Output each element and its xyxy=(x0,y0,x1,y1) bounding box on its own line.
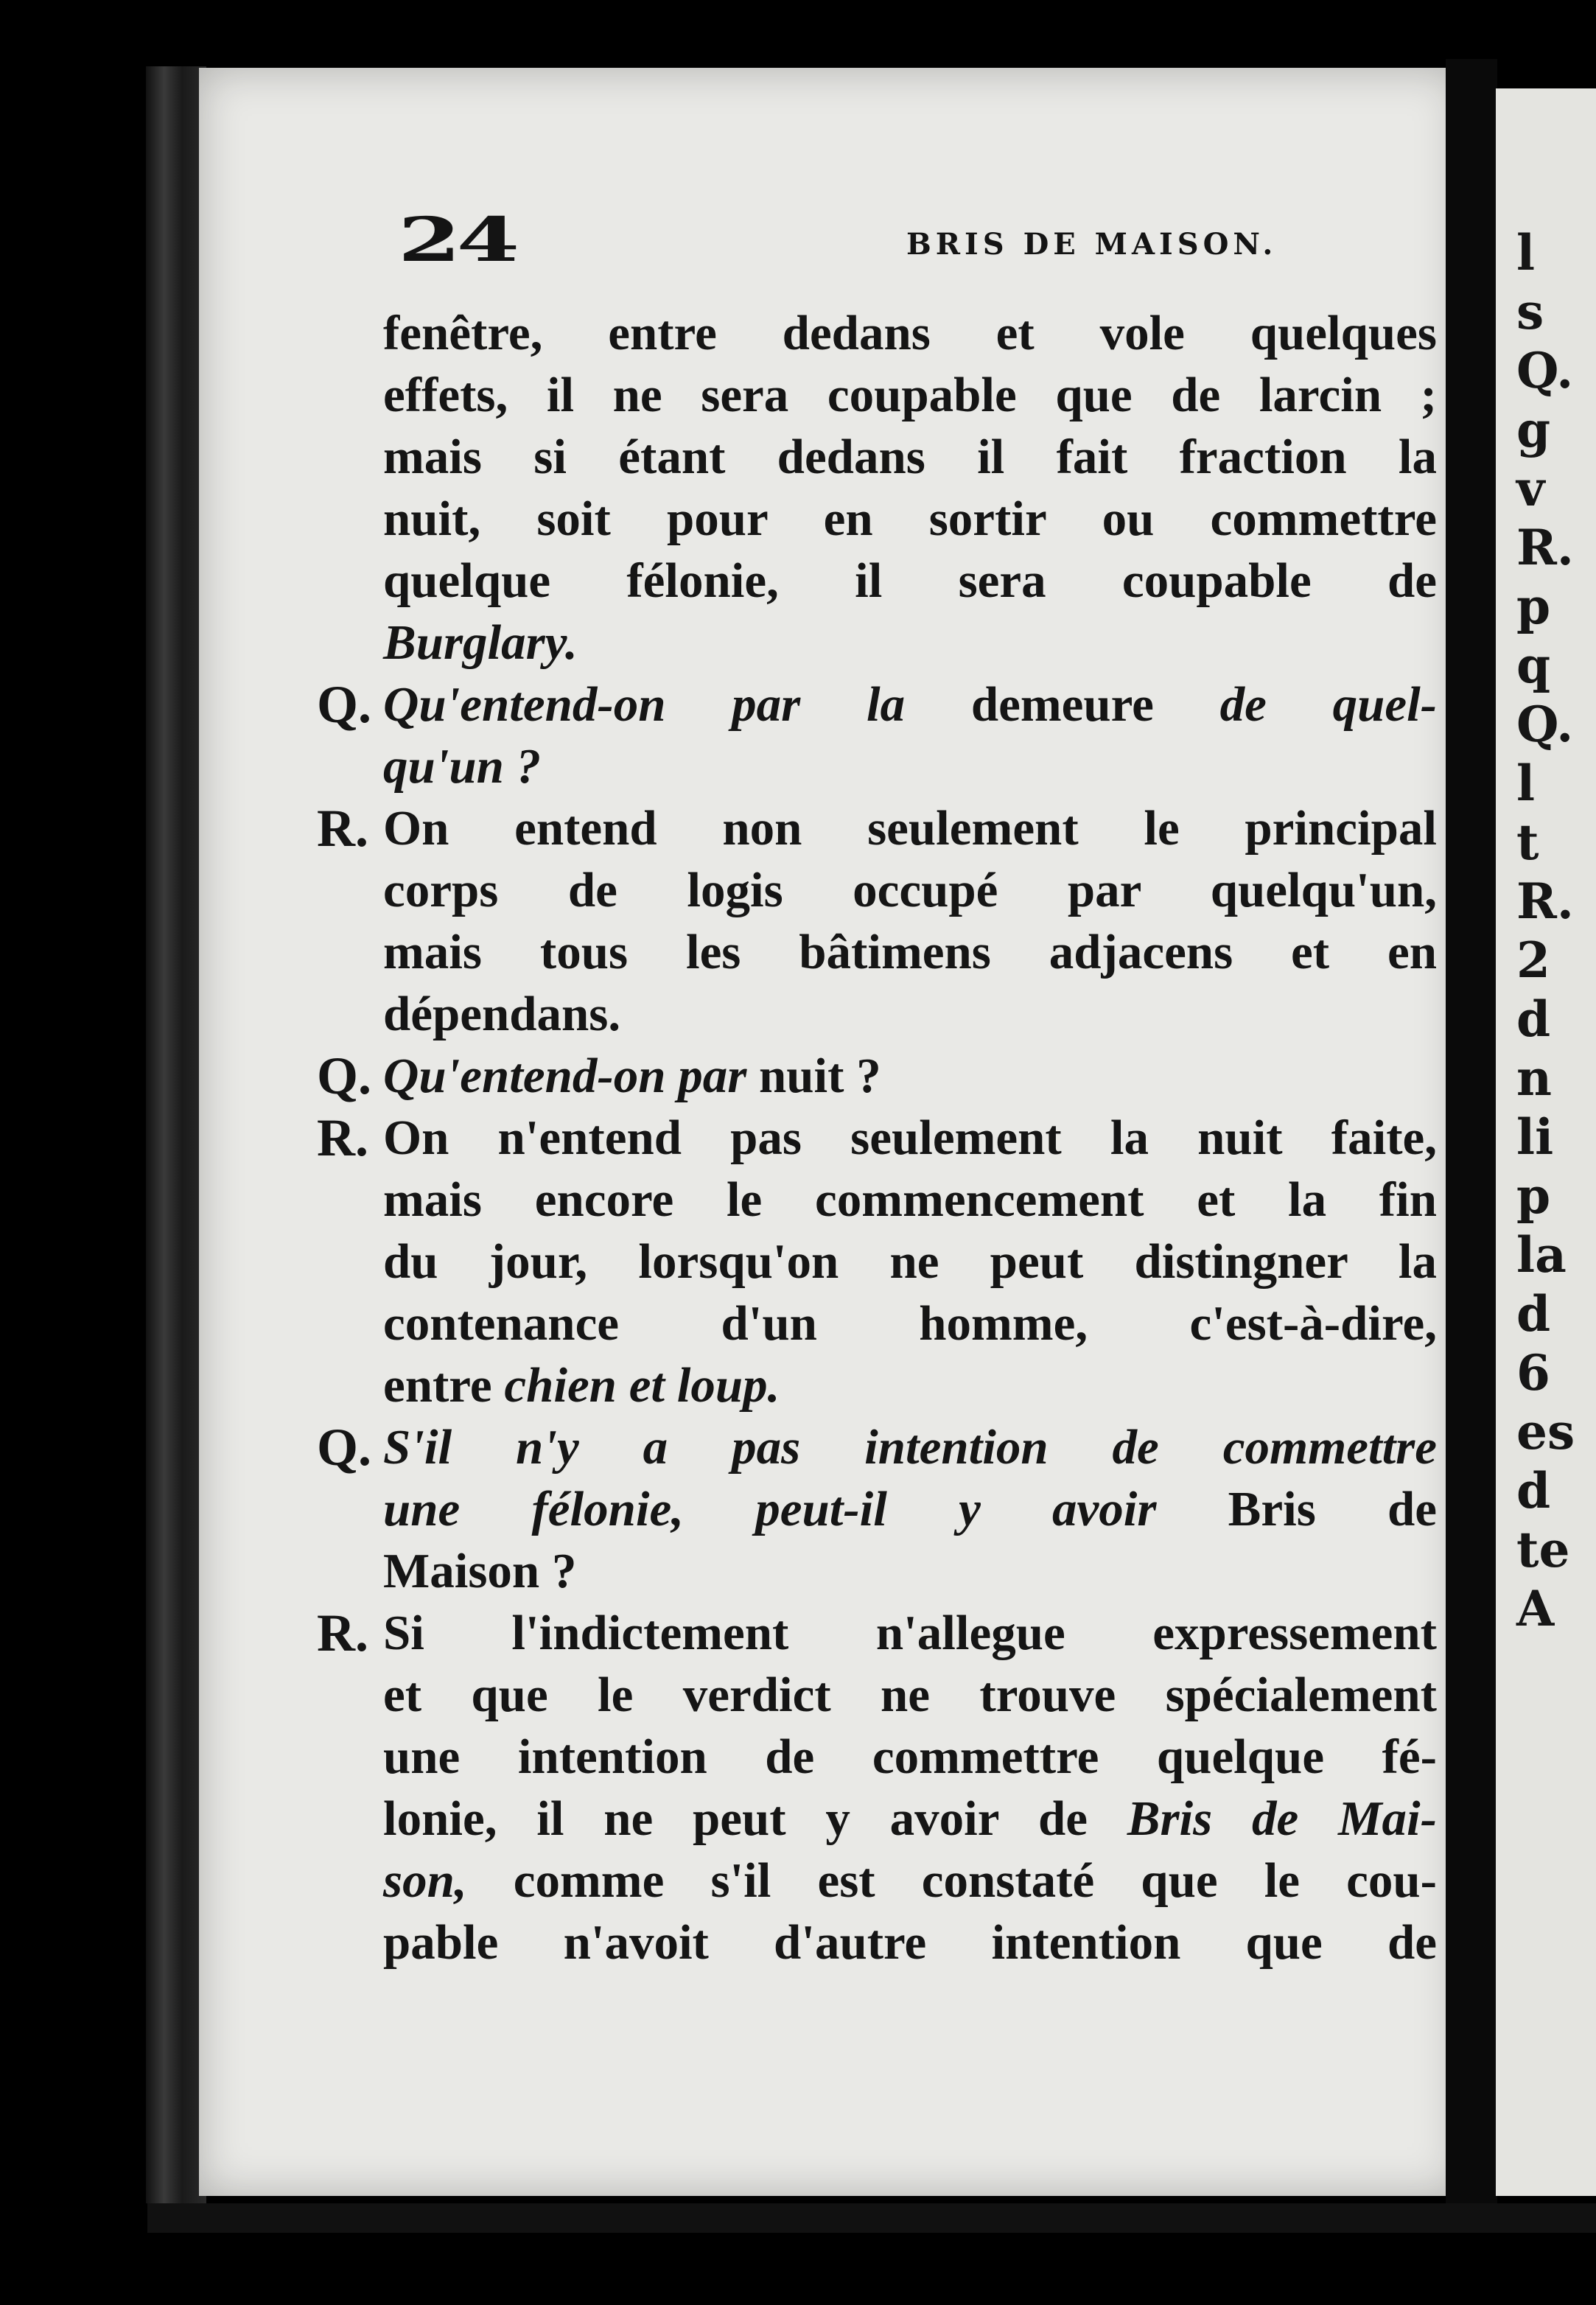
body-line: Burglary. xyxy=(383,615,578,670)
facing-page-fragment: d xyxy=(1516,990,1551,1048)
question-marker: Q. xyxy=(317,675,372,734)
facing-page-fragment: R. xyxy=(1516,872,1574,930)
facing-page-fragment: te xyxy=(1516,1521,1570,1578)
facing-page-fragment: d xyxy=(1516,1285,1551,1343)
answer-marker: R. xyxy=(317,1108,368,1167)
running-head: BRIS DE MAISON. xyxy=(906,227,1278,262)
facing-page-fragment: s xyxy=(1516,283,1544,340)
facing-page-fragment: g xyxy=(1516,401,1551,458)
answer-line: contenance d'un homme, c'est-à-dire, xyxy=(383,1296,1437,1351)
facing-page-fragment: t xyxy=(1516,814,1539,871)
facing-page-fragment: n xyxy=(1516,1049,1552,1107)
page-number: 24 xyxy=(398,205,516,276)
answer-line: R. On entend non seulement le principal xyxy=(317,799,1437,858)
question-line: une félonie, peut-il y avoir Bris de xyxy=(383,1482,1437,1536)
body-line: effets, il ne sera coupable que de larcin ; xyxy=(383,368,1437,422)
bottom-edge xyxy=(147,2203,1596,2233)
answer-line: lonie, il ne peut y avoir de Bris de Mai- xyxy=(383,1791,1437,1846)
answer-line: dépendans. xyxy=(383,987,621,1041)
body-line: quelque félonie, il sera coupable de xyxy=(383,553,1437,608)
facing-page-fragment: Q. xyxy=(1516,696,1574,753)
page-header xyxy=(199,205,1437,276)
answer-line: R. On n'entend pas seulement la nuit faite, xyxy=(317,1108,1437,1167)
facing-page-fragment: p xyxy=(1516,578,1551,635)
facing-page-fragment: la xyxy=(1516,1226,1567,1284)
facing-page-fragment: li xyxy=(1516,1108,1554,1166)
answer-line: mais encore le commencement et la fin xyxy=(383,1172,1437,1227)
facing-page-fragment: 6 xyxy=(1516,1344,1550,1402)
facing-page-fragment: v xyxy=(1516,460,1545,517)
answer-marker: R. xyxy=(317,1603,368,1662)
answer-line: R. Si l'indictement n'allegue expressement xyxy=(317,1603,1437,1662)
facing-page-fragment: Q. xyxy=(1516,342,1574,399)
answer-marker: R. xyxy=(317,799,368,858)
facing-page-fragment: R. xyxy=(1516,519,1574,576)
body-text xyxy=(317,302,1437,1973)
facing-page-fragment: es xyxy=(1516,1403,1575,1461)
page-gutter xyxy=(1446,59,1497,2211)
answer-line: entre chien et loup. xyxy=(383,1358,780,1413)
body-line: mais si étant dedans il fait fraction la xyxy=(383,430,1437,484)
answer-line: corps de logis occupé par quelqu'un, xyxy=(383,863,1437,917)
facing-page-fragment: d xyxy=(1516,1462,1551,1519)
body-line: nuit, soit pour en sortir ou commettre xyxy=(383,492,1437,546)
answer-line: du jour, lorsqu'on ne peut distingner la xyxy=(383,1234,1437,1289)
question-line: Maison ? xyxy=(383,1544,577,1598)
answer-line: une intention de commettre quelque fé- xyxy=(383,1729,1437,1784)
answer-line: pable n'avoit d'autre intention que de xyxy=(383,1915,1437,1970)
question-line: qu'un ? xyxy=(383,739,542,794)
question-line: Q. Qu'entend-on par nuit ? xyxy=(317,1046,881,1105)
question-marker: Q. xyxy=(317,1418,372,1477)
answer-line: et que le verdict ne trouve spécialement xyxy=(383,1668,1437,1722)
facing-page-fragment: 2 xyxy=(1516,931,1550,989)
facing-page-fragment: l xyxy=(1516,755,1536,812)
facing-page-fragment: l xyxy=(1516,224,1536,281)
question-marker: Q. xyxy=(317,1046,372,1105)
book-spine xyxy=(146,66,206,2203)
facing-page-fragment: A xyxy=(1516,1580,1555,1637)
facing-page-fragment: q xyxy=(1516,637,1551,694)
answer-line: mais tous les bâtimens adjacens et en xyxy=(383,925,1437,979)
body-line: fenêtre, entre dedans et vole quelques xyxy=(383,306,1437,360)
question-line: Q. S'il n'y a pas intention de commettre xyxy=(317,1418,1437,1477)
page-right-edge xyxy=(1496,88,1596,2196)
question-line: Q. Qu'entend-on par la demeure de quel- xyxy=(317,675,1437,734)
answer-line: son, comme s'il est constaté que le cou- xyxy=(383,1853,1437,1908)
facing-page-fragment: p xyxy=(1516,1167,1551,1225)
